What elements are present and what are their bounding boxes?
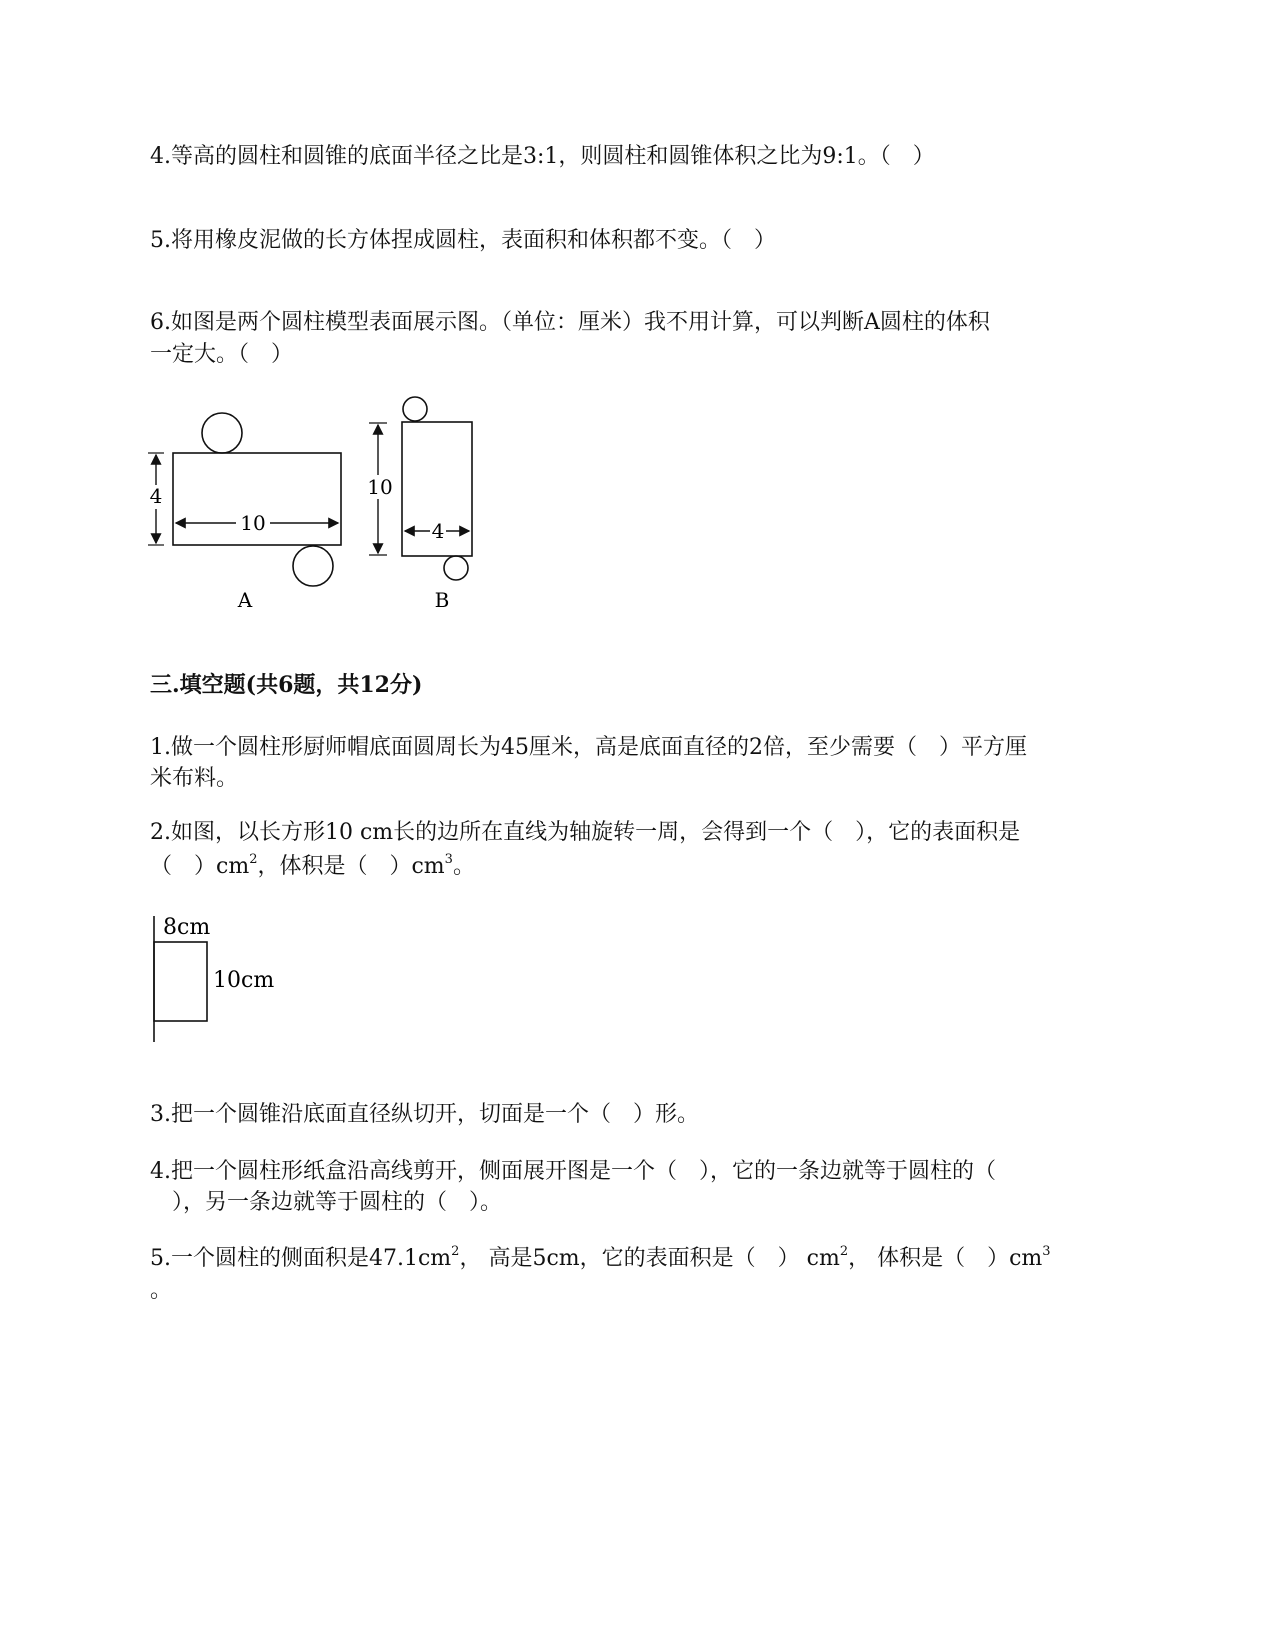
b-height-label: 10 — [367, 475, 393, 499]
question-judge-5: 5.将用橡皮泥做的长方体捏成圆柱，表面积和体积都不变。（ ） — [150, 228, 776, 253]
fill-question-5-line1: 5.一个圆柱的侧面积是$47.1cm^2$， 高是5cm，它的表面积是（ ） $cm^2$， 体积是（ ）$cm^3$ — [150, 1243, 1051, 1271]
fill-question-3: 3.把一个圆锥沿底面直径纵切开，切面是一个（ ）形。 — [150, 1102, 699, 1127]
b-top-circle — [403, 397, 427, 421]
fill-question-5-line2: 。 — [150, 1278, 173, 1303]
b-bottom-circle — [444, 556, 468, 580]
b-width-label: 4 — [431, 519, 445, 543]
fill-question-4-line1: 4.把一个圆柱形纸盒沿高线剪开，侧面展开图是一个（ ），它的一条边就等于圆柱的（ — [150, 1159, 996, 1184]
question-judge-6-line2: 一定大。（ ） — [150, 342, 294, 367]
a-width-label: 10 — [240, 511, 266, 535]
question-judge-6-line1: 6.如图是两个圆柱模型表面展示图。（单位：厘米）我不用计算，可以判断A圆柱的体积 — [150, 310, 990, 335]
fill-question-1-line2: 米布料。 — [150, 766, 239, 791]
a-label: A — [237, 588, 253, 612]
fill-question-1-line1: 1.做一个圆柱形厨师帽底面圆周长为45厘米，高是底面直径的2倍，至少需要（ ）平方厘 — [150, 735, 1027, 760]
rotated-rectangle — [154, 942, 207, 1021]
section-3-title: 三.填空题(共6题，共12分) — [150, 672, 423, 698]
fill-question-2-line2: （ ）$cm^2$，体积是（ ）$cm^3$。 — [150, 851, 475, 879]
a-top-circle — [202, 413, 242, 453]
question-judge-4: 4.等高的圆柱和圆锥的底面半径之比是3:1，则圆柱和圆锥体积之比为9:1。（ ） — [150, 144, 935, 169]
a-bottom-circle — [293, 546, 333, 586]
rect-width-label: 8cm — [163, 915, 211, 940]
cylinder-nets-figure — [140, 395, 500, 625]
rect-height-label: 10cm — [213, 968, 275, 993]
rectangle-rotation-figure — [145, 912, 305, 1052]
fill-question-2-line1: 2.如图，以长方形10 cm长的边所在直线为轴旋转一周，会得到一个（ ），它的表面积是 — [150, 820, 1021, 845]
a-height-label: 4 — [149, 484, 163, 508]
fill-question-4-line2: ），另一条边就等于圆柱的（ ）。 — [150, 1190, 503, 1215]
b-label: B — [434, 588, 450, 612]
